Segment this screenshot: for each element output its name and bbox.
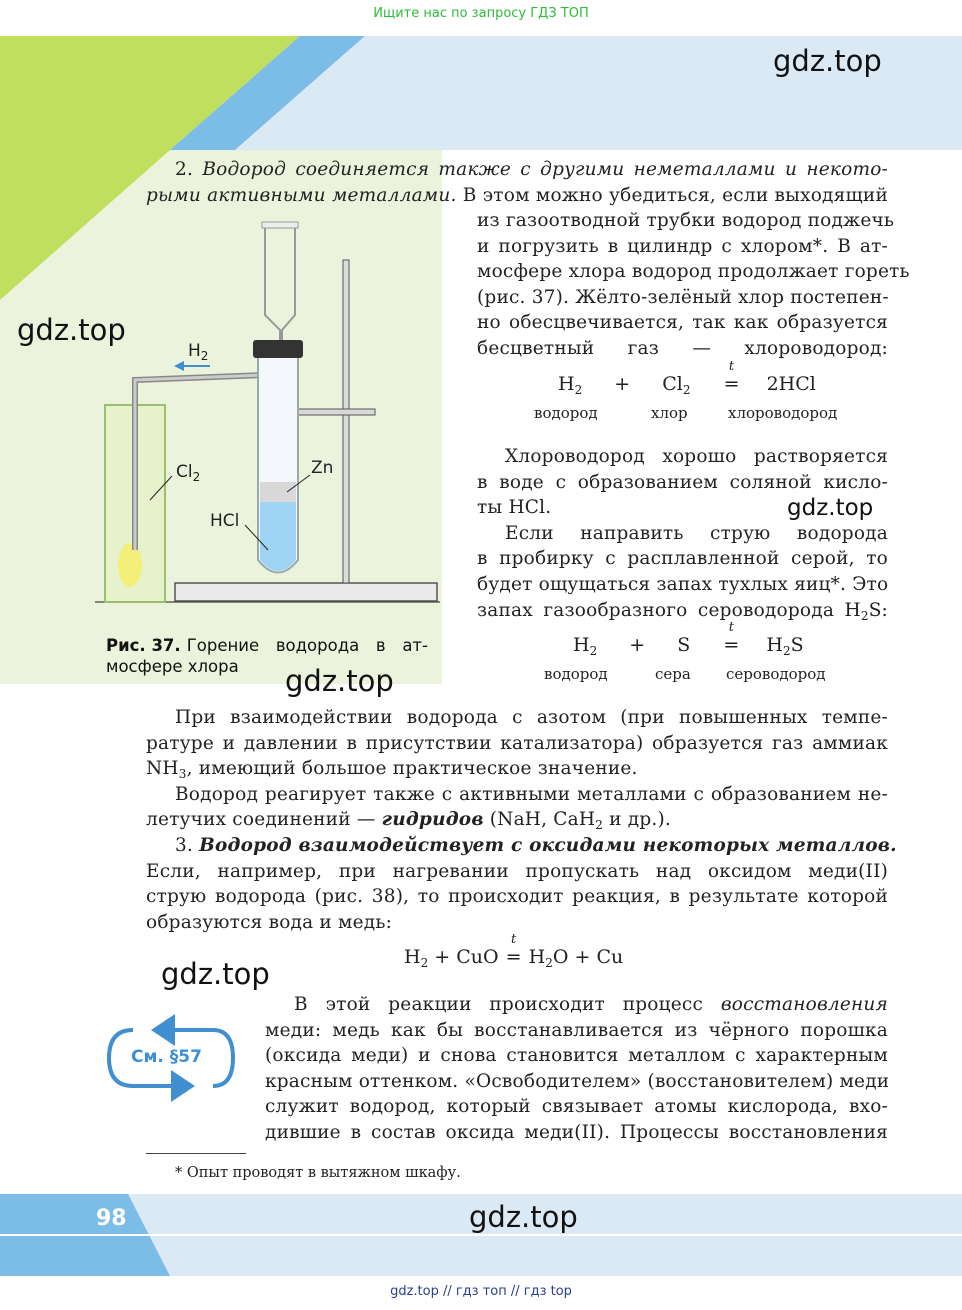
eq1-label-hydrogen: водород bbox=[534, 404, 598, 422]
top-search-link[interactable]: Ищите нас по запросу ГДЗ ТОП bbox=[373, 6, 589, 21]
paragraph-2-intro: 2. Водород соединяется также с другими неметаллами и некото- рыми активными металлами. В этом можно убедиться, если выходящий bbox=[146, 159, 888, 206]
paragraph-4: В этой реакции происходит процесс восстановления меди: медь как бы восстанавливается из чёрного порошка (оксида меди) и снова становится металлом с характерным красным оттенком. «Освободителем» (восстановителем) меди служит водород, который связывает атомы кислорода, вхо- дившие в состав оксида меди(II). Процессы восстановления bbox=[265, 994, 890, 1143]
stand-base bbox=[175, 583, 437, 601]
paragraph-hcl: Хлороводород хорошо растворяется в воде с образованием соляной кисло- ты HCl. Если направить струю водорода в пробирку с расплавленной серой, то будет ощущаться запах тухлых яиц*. Это запах газообразного сероводорода $H_2S$: bbox=[477, 446, 889, 623]
watermark: gdz.top bbox=[17, 313, 126, 347]
footnote-divider bbox=[146, 1153, 246, 1154]
footnote: * Опыт проводят в вытяжном шкафу. bbox=[175, 1165, 461, 1181]
footer-links[interactable]: gdz.top // гдз топ // гдз top bbox=[390, 1284, 572, 1299]
flame bbox=[118, 543, 142, 587]
label-h2: $H_2$ bbox=[188, 341, 209, 363]
label-cl2: $Cl_2$ bbox=[176, 462, 201, 484]
acid-solution bbox=[260, 502, 296, 571]
eq1-label-hcl: хлороводород bbox=[728, 404, 838, 422]
watermark: gdz.top bbox=[469, 1200, 578, 1234]
page-number: 98 bbox=[96, 1206, 127, 1231]
watermark: gdz.top bbox=[161, 957, 270, 991]
eq2-label-h2s: сероводород bbox=[726, 665, 826, 683]
caption-label: Рис. 37. bbox=[106, 636, 181, 655]
zinc-granules bbox=[260, 482, 296, 502]
paragraph-3: При взаимодействии водорода с азотом (при повышенных темпе- ратуре и давлении в присутствии катализатора) образуется газ аммиак $NH_3$, имеющий большое практическое значение. Водород реагирует также с активными металлами с образованием не- летучих соединений — гидридов (NaH, CaH$_2$ и др.). 3. Водород взаимодействует с оксидами некоторых металлов. Если, например, при нагревании пропускать над оксидом меди(II) струю водорода (рис. 38), то происходит реакция, в результате которой образуются вода и медь: bbox=[146, 707, 897, 933]
figure-caption: Рис. 37. Горение водорода в ат- мосфере хлора bbox=[106, 636, 428, 676]
equation-hcl: $H_2 + Cl_2$ t = 2HCl bbox=[558, 359, 816, 397]
equation-h2s: $H_2 + S$ t = $H_2S$ bbox=[573, 620, 804, 658]
see-section-label: См. §57 bbox=[131, 1047, 202, 1067]
watermark: gdz.top bbox=[285, 664, 394, 698]
eq1-label-chlorine: хлор bbox=[651, 404, 688, 422]
eq2-label-hydrogen: водород bbox=[544, 665, 608, 683]
paragraph-2-cont: из газоотводной трубки водород поджечь и погрузить в цилиндр с хлором*. В ат- мосфере хлора водород продолжает гореть (рис. 37). Жёлто-зелёный хлор постепен- но обесцвечивается, так как образуется бесцветный газ — хлороводород: bbox=[477, 210, 910, 359]
label-zn: Zn bbox=[311, 458, 334, 478]
equation-cuo: $H_2$ + CuO t = $H_2O + Cu$ bbox=[404, 932, 624, 970]
figure-37-apparatus bbox=[90, 220, 450, 610]
see-section-57-link[interactable] bbox=[103, 1010, 243, 1110]
stand-rod bbox=[343, 260, 349, 583]
label-hcl: HCl bbox=[210, 511, 240, 531]
watermark: gdz.top bbox=[787, 495, 874, 521]
eq2-label-sulfur: сера bbox=[655, 665, 691, 683]
watermark: gdz.top bbox=[773, 44, 882, 78]
stopper bbox=[253, 340, 303, 358]
